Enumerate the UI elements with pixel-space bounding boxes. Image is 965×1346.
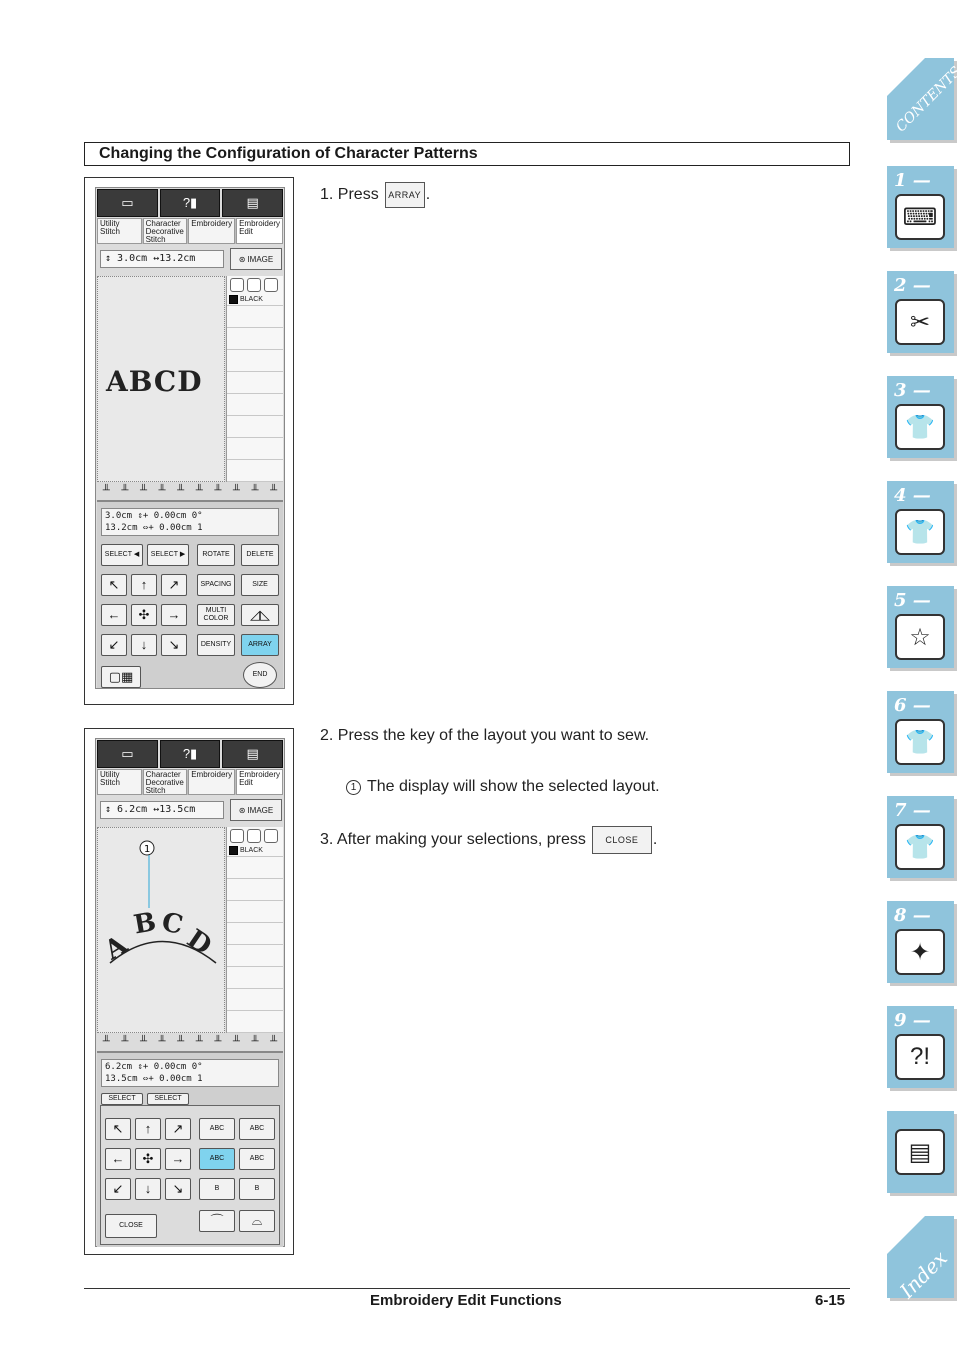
- arch-letter-a: A: [99, 929, 133, 967]
- image-icon: ⊛: [238, 254, 246, 264]
- move-left-icon[interactable]: ←: [105, 1148, 131, 1170]
- image-button[interactable]: ⊛ IMAGE: [230, 799, 282, 821]
- arched-pattern: [98, 828, 224, 1032]
- chapter-3-tab[interactable]: 3 — 👕: [887, 376, 954, 458]
- footer-title: Embroidery Edit Functions: [370, 1292, 562, 1309]
- end-button[interactable]: END: [243, 662, 277, 688]
- move-up-right-icon[interactable]: ↗: [165, 1118, 191, 1140]
- chapter-8-tab[interactable]: 8 — ✦: [887, 901, 954, 983]
- embroidery-hoop-icon: ☆: [895, 614, 945, 660]
- arch-letter-b: B: [131, 907, 159, 941]
- page-number: 6-15: [815, 1292, 846, 1309]
- layout-diagonal-button[interactable]: ABC: [239, 1118, 275, 1140]
- height-icon: ↕: [105, 804, 118, 815]
- layout-arc-button[interactable]: ABC: [199, 1148, 235, 1170]
- array-button[interactable]: ARRAY: [241, 634, 279, 656]
- hoop-icon: [247, 278, 261, 292]
- tab-embroidery-edit[interactable]: Embroidery Edit: [236, 218, 283, 244]
- mode-labels: [97, 769, 283, 795]
- select-right-button[interactable]: SELECT ▶: [147, 544, 189, 566]
- move-up-left-icon[interactable]: ↖: [105, 1118, 131, 1140]
- move-up-left-icon[interactable]: ↖: [101, 574, 127, 596]
- move-right-icon[interactable]: →: [165, 1148, 191, 1170]
- pattern-info-readout: 3.0cm ⇕+ 0.00cm 0° 13.2cm ⇔+ 0.00cm 1: [101, 508, 279, 536]
- chapter-5-tab[interactable]: 5 — ☆: [887, 586, 954, 668]
- chapter-9-tab[interactable]: 9 — ?!: [887, 1006, 954, 1088]
- utility-mode-icon[interactable]: ▭: [97, 189, 158, 217]
- thread-color-list: [226, 276, 283, 482]
- note-number: 1: [346, 780, 361, 795]
- select-left-button[interactable]: SELECT: [101, 1093, 143, 1105]
- arc-flatten-icon[interactable]: ⌒: [199, 1210, 235, 1232]
- image-button[interactable]: ⊛ IMAGE: [230, 248, 282, 270]
- chapter-4-tab[interactable]: 4 — 👕: [887, 481, 954, 563]
- move-up-icon[interactable]: ↑: [131, 574, 157, 596]
- screen-illustration-2: [84, 728, 294, 1255]
- close-key-illustration: CLOSE: [592, 826, 652, 854]
- mirror-icon[interactable]: ◿◺: [241, 604, 279, 626]
- move-down-icon[interactable]: ↓: [135, 1178, 161, 1200]
- footer-rule: [84, 1288, 850, 1289]
- spacing-button[interactable]: SPACING: [197, 574, 235, 596]
- step-2: 2. Press the key of the layout you want to sew.: [320, 727, 650, 744]
- lcd-screen-2: [95, 738, 285, 1247]
- tab-utility-stitch[interactable]: Utility Stitch: [97, 769, 142, 795]
- tension-markers: ╨ ╨ ╨ ╨ ╨ ╨ ╨ ╨ ╨ ╨: [102, 485, 278, 496]
- step-3: 3. After making your selections, press CLOSE .: [320, 826, 657, 854]
- tension-markers: ╨ ╨ ╨ ╨ ╨ ╨ ╨ ╨ ╨ ╨: [102, 1036, 278, 1047]
- layout-arc-down-button[interactable]: ABC: [239, 1148, 275, 1170]
- select-right-button[interactable]: SELECT: [147, 1093, 189, 1105]
- edit-shirt-icon: 👕: [895, 719, 945, 765]
- edit-mode-icon[interactable]: ▤: [222, 740, 283, 768]
- layout-grid-icon[interactable]: ▢▦: [101, 666, 141, 688]
- density-button[interactable]: DENSITY: [197, 634, 235, 656]
- move-right-icon[interactable]: →: [161, 604, 187, 626]
- multi-color-button[interactable]: MULTI COLOR: [197, 604, 235, 626]
- custom-design-shirt-icon: 👕: [895, 824, 945, 870]
- pattern-preview: [97, 827, 225, 1033]
- pattern-preview: [97, 276, 225, 482]
- arc-bend-icon[interactable]: ⌓: [239, 1210, 275, 1232]
- color-swatch: [229, 295, 238, 304]
- move-down-right-icon[interactable]: ↘: [161, 634, 187, 656]
- move-down-left-icon[interactable]: ↙: [101, 634, 127, 656]
- pattern-info-readout: 6.2cm ⇕+ 0.00cm 0° 13.5cm ⇔+ 0.00cm 1: [101, 1059, 279, 1087]
- move-left-icon[interactable]: ←: [101, 604, 127, 626]
- hoop-icon: [264, 829, 278, 843]
- tab-embroidery-edit[interactable]: Embroidery Edit: [236, 769, 283, 795]
- move-up-icon[interactable]: ↑: [135, 1118, 161, 1140]
- center-icon[interactable]: ✣: [135, 1148, 161, 1170]
- hoop-icon: [264, 278, 278, 292]
- edit-panel-1: [97, 500, 283, 688]
- contents-tab[interactable]: [887, 58, 965, 140]
- tab-character-stitch[interactable]: Character Decorative Stitch: [143, 769, 188, 795]
- chapter-1-tab[interactable]: 1 — ⌨: [887, 166, 954, 248]
- index-label: Index: [895, 1245, 953, 1303]
- arch-letter-c: C: [159, 907, 186, 941]
- rotate-button[interactable]: ROTATE: [197, 544, 235, 566]
- sewing-machine-icon: ⌨: [895, 194, 945, 240]
- tab-embroidery[interactable]: Embroidery: [188, 218, 235, 244]
- contents-label: CONTENTS: [893, 63, 965, 136]
- move-down-left-icon[interactable]: ↙: [105, 1178, 131, 1200]
- thread-color-list: [226, 827, 283, 1033]
- thread-color-row: BLACK: [227, 276, 283, 306]
- step-1: 1. Press ARRAY .: [320, 182, 430, 208]
- arch-letter-d: D: [181, 923, 217, 962]
- callout-label: 1: [144, 844, 151, 855]
- pattern-size-readout: ↕ 6.2cm ↔13.5cm: [100, 801, 224, 819]
- hoop-icon: [230, 278, 244, 292]
- screen-illustration-1: [84, 177, 294, 705]
- step-note: 1 The display will show the selected layout.: [346, 778, 660, 796]
- chapter-6-tab[interactable]: 6 — 👕: [887, 691, 954, 773]
- appendix-tab[interactable]: [887, 1111, 954, 1193]
- layout-circle-button[interactable]: B: [199, 1178, 235, 1200]
- move-down-icon[interactable]: ↓: [131, 634, 157, 656]
- array-key-illustration: ARRAY: [385, 182, 425, 208]
- thread-scissors-icon: ✂: [895, 299, 945, 345]
- layout-straight-button[interactable]: ABC: [199, 1118, 235, 1140]
- mode-labels: [97, 218, 283, 244]
- tab-character-stitch[interactable]: Character Decorative Stitch: [143, 218, 188, 244]
- troubleshooting-icon: ?!: [895, 1034, 945, 1080]
- close-button[interactable]: CLOSE: [105, 1214, 157, 1238]
- section-title: Changing the Configuration of Character Patterns: [99, 145, 478, 162]
- utility-mode-icon[interactable]: ▭: [97, 740, 158, 768]
- embroidery-mode-icon[interactable]: ?▮: [160, 189, 221, 217]
- array-layout-panel: [100, 1105, 280, 1245]
- mode-tabs: [97, 740, 283, 768]
- mode-tabs: [97, 189, 283, 217]
- edit-panel-2: [97, 1051, 283, 1247]
- hoop-icon: [230, 829, 244, 843]
- thread-color-row: BLACK: [227, 827, 283, 857]
- chapter-7-tab[interactable]: 7 — 👕: [887, 796, 954, 878]
- height-icon: ↕: [105, 253, 118, 264]
- chapter-2-tab[interactable]: 2 — ✂: [887, 271, 954, 353]
- color-swatch: [229, 846, 238, 855]
- center-icon[interactable]: ✣: [131, 604, 157, 626]
- tab-embroidery[interactable]: Embroidery: [188, 769, 235, 795]
- shirt-icon: 👕: [895, 404, 945, 450]
- document-stack-icon: ▤: [895, 1129, 945, 1175]
- pattern-size-readout: ↕ 3.0cm ↔13.2cm: [100, 250, 224, 268]
- character-stitch-shirt-icon: 👕: [895, 509, 945, 555]
- embroidery-mode-icon[interactable]: ?▮: [160, 740, 221, 768]
- lcd-screen-1: [95, 187, 285, 689]
- move-up-right-icon[interactable]: ↗: [161, 574, 187, 596]
- delete-button[interactable]: DELETE: [241, 544, 279, 566]
- section-header: [84, 142, 850, 166]
- select-left-button[interactable]: SELECT ◀: [101, 544, 143, 566]
- edit-mode-icon[interactable]: ▤: [222, 189, 283, 217]
- pattern-preview-text: ABCD: [106, 365, 203, 398]
- maintenance-icon: ✦: [895, 929, 945, 975]
- index-tab[interactable]: [887, 1216, 954, 1303]
- image-icon: ⊛: [238, 805, 246, 815]
- move-down-right-icon[interactable]: ↘: [165, 1178, 191, 1200]
- size-button[interactable]: SIZE: [241, 574, 279, 596]
- tab-utility-stitch[interactable]: Utility Stitch: [97, 218, 142, 244]
- hoop-icon: [247, 829, 261, 843]
- layout-circle-reverse-button[interactable]: B: [239, 1178, 275, 1200]
